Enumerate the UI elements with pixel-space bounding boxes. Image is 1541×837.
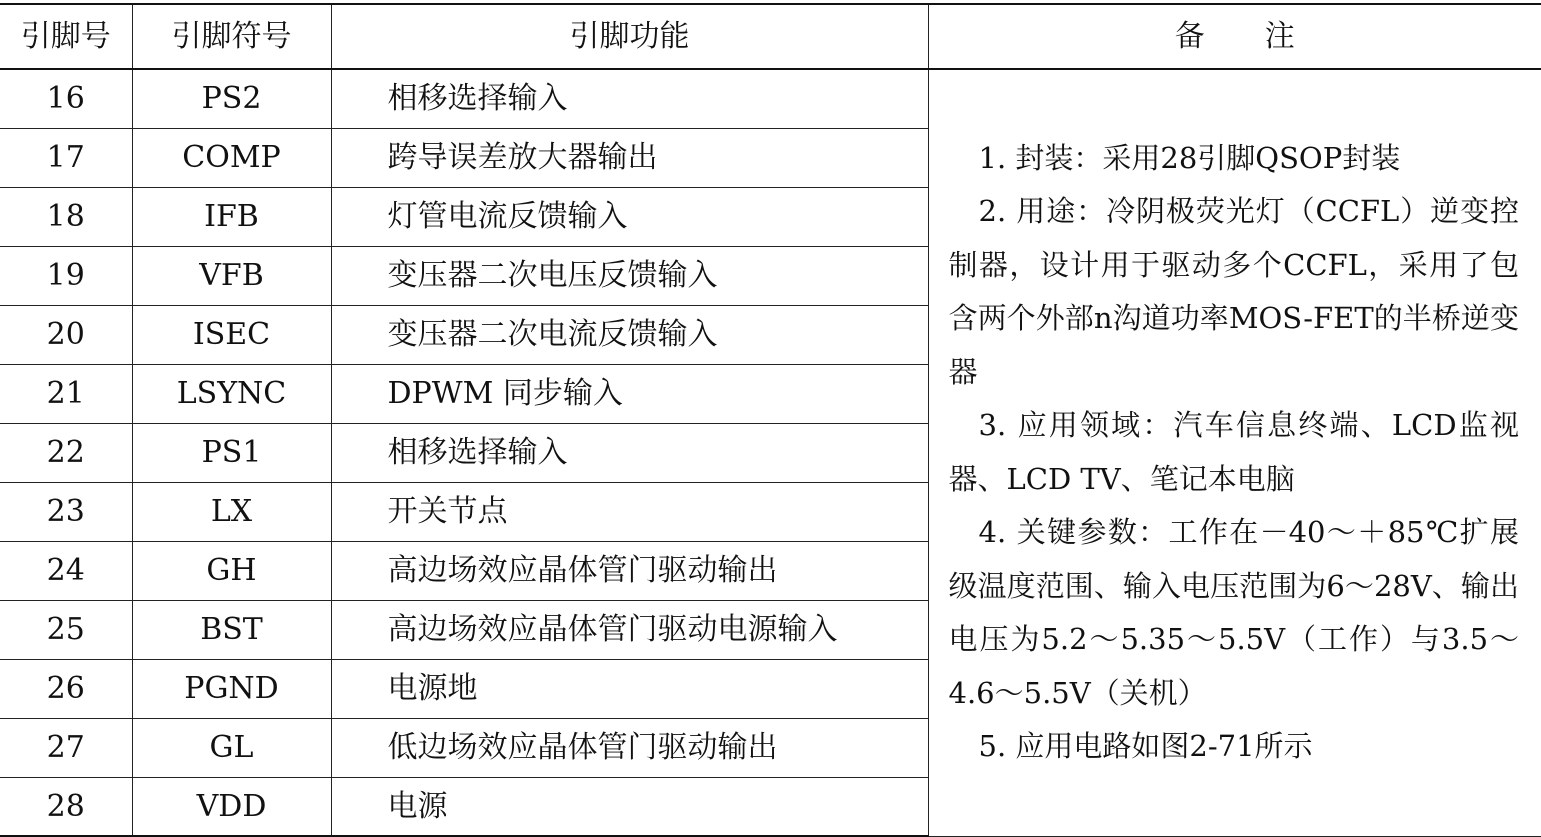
pin-number: 26 xyxy=(0,659,132,718)
pin-symbol: IFB xyxy=(132,187,331,246)
pin-number: 17 xyxy=(0,128,132,187)
pin-function-table xyxy=(0,3,1541,837)
pin-symbol: BST xyxy=(132,600,331,659)
pin-function: 灯管电流反馈输入 xyxy=(331,187,928,246)
pin-function: 变压器二次电压反馈输入 xyxy=(331,246,928,305)
remark-item: 3. 应用领域：汽车信息终端、LCD监视器、LCD TV、笔记本电脑 xyxy=(948,408,1519,496)
pin-symbol: GL xyxy=(132,718,331,777)
pin-function: 变压器二次电流反馈输入 xyxy=(331,305,928,364)
table-row xyxy=(0,69,1541,128)
pin-number: 28 xyxy=(0,777,132,836)
pin-function: 相移选择输入 xyxy=(331,423,928,482)
pin-symbol: LSYNC xyxy=(132,364,331,423)
pin-function: 电源 xyxy=(331,777,928,836)
header-pin-symbol: 引脚符号 xyxy=(132,4,331,69)
pin-number: 24 xyxy=(0,541,132,600)
pin-number: 18 xyxy=(0,187,132,246)
remark-item: 1. 封装：采用28引脚QSOP封装 xyxy=(978,140,1401,175)
header-row xyxy=(0,4,1541,69)
pin-symbol: PS1 xyxy=(132,423,331,482)
pin-function: 高边场效应晶体管门驱动输出 xyxy=(331,541,928,600)
pin-function: 相移选择输入 xyxy=(331,69,928,128)
pin-symbol: PGND xyxy=(132,659,331,718)
pin-number: 20 xyxy=(0,305,132,364)
pin-symbol: LX xyxy=(132,482,331,541)
pin-symbol: GH xyxy=(132,541,331,600)
pin-function: 电源地 xyxy=(331,659,928,718)
remarks-cell xyxy=(928,69,1541,836)
pin-number: 23 xyxy=(0,482,132,541)
pin-number: 16 xyxy=(0,69,132,128)
pin-number: 27 xyxy=(0,718,132,777)
pin-symbol: VDD xyxy=(132,777,331,836)
pin-function: 低边场效应晶体管门驱动输出 xyxy=(331,718,928,777)
header-remarks xyxy=(928,4,1541,69)
pin-function: 跨导误差放大器输出 xyxy=(331,128,928,187)
pin-function: DPWM 同步输入 xyxy=(331,364,928,423)
pin-number: 22 xyxy=(0,423,132,482)
header-remarks-label: 备注 xyxy=(1174,19,1355,54)
header-pin-function: 引脚功能 xyxy=(331,4,928,69)
pin-symbol: ISEC xyxy=(132,305,331,364)
pin-symbol: COMP xyxy=(132,128,331,187)
remark-item: 5. 应用电路如图2-71所示 xyxy=(978,729,1313,764)
pin-symbol: PS2 xyxy=(132,69,331,128)
pin-number: 25 xyxy=(0,600,132,659)
pin-number: 19 xyxy=(0,246,132,305)
remark-item: 2. 用途：冷阴极荧光灯（CCFL）逆变控制器，设计用于驱动多个CCFL，采用了包含两个外部n沟道功率MOS-FET的半桥逆变器 xyxy=(948,194,1519,389)
header-pin-number: 引脚号 xyxy=(0,4,132,69)
pin-symbol: VFB xyxy=(132,246,331,305)
pin-function: 开关节点 xyxy=(331,482,928,541)
pin-function: 高边场效应晶体管门驱动电源输入 xyxy=(331,600,928,659)
remark-item: 4. 关键参数：工作在－40～＋85℃扩展级温度范围、输入电压范围为6～28V、输出电压为5.2～5.35～5.5V（工作）与3.5～4.6～5.5V（关机） xyxy=(948,515,1519,710)
pin-number: 21 xyxy=(0,364,132,423)
